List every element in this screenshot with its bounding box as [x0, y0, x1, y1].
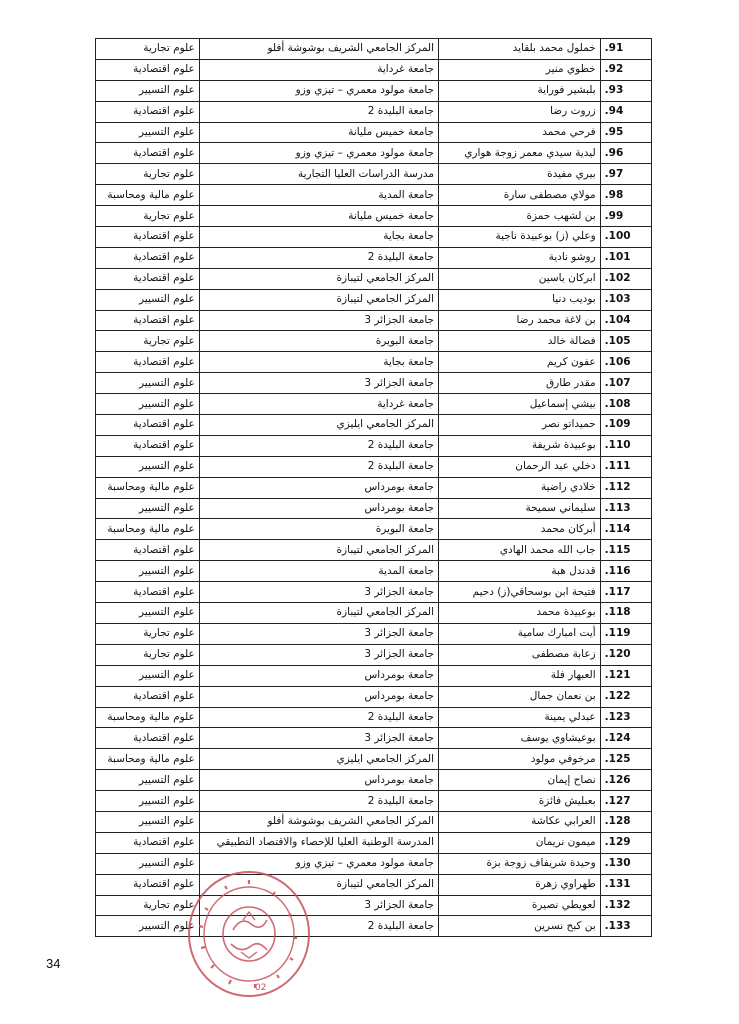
candidate-name: روشو نادية	[439, 247, 601, 268]
table-body	[96, 39, 652, 937]
field-of-study: علوم اقتصادية	[96, 728, 200, 749]
candidate-name: جاب الله محمد الهادي	[439, 540, 601, 561]
candidate-name: لعويطي نصيرة	[439, 895, 601, 916]
field-of-study: علوم تجارية	[96, 331, 200, 352]
candidate-name: مولاي مصطفى سارة	[439, 185, 601, 206]
row-number: .131	[600, 874, 651, 895]
candidate-name: نصاح إيمان	[439, 770, 601, 791]
table-row	[96, 582, 652, 603]
table-row	[96, 519, 652, 540]
institution-name: المدرسة الوطنية العليا للإحصاء والاقتصاد التطبيقي	[199, 832, 438, 853]
institution-name: جامعة خميس مليانة	[199, 122, 438, 143]
institution-name: المركز الجامعي ايليزي	[199, 415, 438, 436]
row-number: .114	[600, 519, 651, 540]
table-row	[96, 352, 652, 373]
table-row	[96, 540, 652, 561]
table-row	[96, 39, 652, 60]
row-number: .122	[600, 686, 651, 707]
field-of-study: علوم مالية ومحاسبة	[96, 749, 200, 770]
institution-name: جامعة البويرة	[199, 519, 438, 540]
table-row	[96, 227, 652, 248]
candidate-name: مرخوفي مولود	[439, 749, 601, 770]
table-row	[96, 59, 652, 80]
field-of-study: علوم اقتصادية	[96, 310, 200, 331]
row-number: .107	[600, 373, 651, 394]
row-number: .96	[600, 143, 651, 164]
table-row	[96, 498, 652, 519]
row-number: .124	[600, 728, 651, 749]
table-row	[96, 644, 652, 665]
institution-name: جامعة الجزائر 3	[199, 582, 438, 603]
table-row	[96, 206, 652, 227]
row-number: .127	[600, 791, 651, 812]
institution-name: جامعة الجزائر 3	[199, 373, 438, 394]
candidate-name: بوعيشاوي يوسف	[439, 728, 601, 749]
field-of-study: علوم مالية ومحاسبة	[96, 707, 200, 728]
field-of-study: علوم اقتصادية	[96, 59, 200, 80]
field-of-study: علوم مالية ومحاسبة	[96, 185, 200, 206]
institution-name: جامعة الجزائر 3	[199, 895, 438, 916]
institution-name: جامعة الجزائر 3	[199, 623, 438, 644]
field-of-study: علوم تجارية	[96, 164, 200, 185]
row-number: .91	[600, 39, 651, 60]
table-row	[96, 895, 652, 916]
table-row	[96, 80, 652, 101]
field-of-study: علوم التسيير	[96, 456, 200, 477]
row-number: .99	[600, 206, 651, 227]
field-of-study: علوم التسيير	[96, 498, 200, 519]
row-number: .119	[600, 623, 651, 644]
institution-name: المركز الجامعي لتيبازة	[199, 874, 438, 895]
field-of-study: علوم اقتصادية	[96, 874, 200, 895]
table-row	[96, 749, 652, 770]
field-of-study: علوم اقتصادية	[96, 832, 200, 853]
table-row	[96, 791, 652, 812]
row-number: .125	[600, 749, 651, 770]
candidate-name: بوديب دنيا	[439, 289, 601, 310]
row-number: .101	[600, 247, 651, 268]
candidate-name: حميداتو نصر	[439, 415, 601, 436]
candidate-name: زروت رضا	[439, 101, 601, 122]
field-of-study: علوم اقتصادية	[96, 268, 200, 289]
row-number: .100	[600, 227, 651, 248]
candidate-name: بلبشير فوراية	[439, 80, 601, 101]
institution-name: جامعة البليدة 2	[199, 707, 438, 728]
institution-name: المركز الجامعي لتيبازة	[199, 268, 438, 289]
candidate-name: بيشي إسماعيل	[439, 394, 601, 415]
candidate-name: طهراوي زهرة	[439, 874, 601, 895]
field-of-study: علوم التسيير	[96, 811, 200, 832]
table-row	[96, 623, 652, 644]
candidate-name: خطوي منير	[439, 59, 601, 80]
row-number: .94	[600, 101, 651, 122]
candidate-name: عبدلي يمينة	[439, 707, 601, 728]
institution-name: المركز الجامعي ايليزي	[199, 749, 438, 770]
page-number: 34	[46, 956, 61, 971]
institution-name: جامعة البليدة 2	[199, 247, 438, 268]
field-of-study: علوم التسيير	[96, 665, 200, 686]
candidate-name: أيت امبارك سامية	[439, 623, 601, 644]
institution-name: المركز الجامعي لتيبازة	[199, 603, 438, 624]
institution-name: جامعة المدية	[199, 185, 438, 206]
candidate-name: وعلي (ز) بوعبيدة ناجية	[439, 227, 601, 248]
institution-name: جامعة بومرداس	[199, 770, 438, 791]
row-number: .117	[600, 582, 651, 603]
row-number: .121	[600, 665, 651, 686]
table-row	[96, 331, 652, 352]
institution-name: المركز الجامعي الشريف بوشوشة أفلو	[199, 39, 438, 60]
field-of-study: علوم اقتصادية	[96, 101, 200, 122]
field-of-study: علوم اقتصادية	[96, 686, 200, 707]
table-row	[96, 853, 652, 874]
row-number: .111	[600, 456, 651, 477]
table-row	[96, 686, 652, 707]
field-of-study: علوم تجارية	[96, 644, 200, 665]
row-number: .132	[600, 895, 651, 916]
institution-name: جامعة الجزائر 3	[199, 310, 438, 331]
candidate-name: عفون كريم	[439, 352, 601, 373]
institution-name: جامعة بجاية	[199, 227, 438, 248]
candidate-name: زعابة مصطفى	[439, 644, 601, 665]
row-number: .103	[600, 289, 651, 310]
candidate-name: ليدية سيدي معمر زوجة هواري	[439, 143, 601, 164]
row-number: .118	[600, 603, 651, 624]
table-row	[96, 101, 652, 122]
candidate-name: بيري مفيدة	[439, 164, 601, 185]
candidate-name: فضالة خالد	[439, 331, 601, 352]
field-of-study: علوم التسيير	[96, 80, 200, 101]
institution-name: جامعة غرداية	[199, 59, 438, 80]
table-row	[96, 874, 652, 895]
field-of-study: علوم التسيير	[96, 289, 200, 310]
table-row	[96, 310, 652, 331]
institution-name: جامعة غرداية	[199, 394, 438, 415]
institution-name: جامعة الجزائر 3	[199, 644, 438, 665]
candidate-name: فتيحة ابن بوسحاقي(ز) دحيم	[439, 582, 601, 603]
candidate-name: ميمون نريمان	[439, 832, 601, 853]
table-row	[96, 477, 652, 498]
candidate-name: بوعبيدة شريفة	[439, 435, 601, 456]
table-row	[96, 832, 652, 853]
row-number: .108	[600, 394, 651, 415]
table-row	[96, 916, 652, 937]
candidate-name: سليماني سميحة	[439, 498, 601, 519]
institution-name: جامعة البليدة 2	[199, 435, 438, 456]
table-row	[96, 394, 652, 415]
table-row	[96, 185, 652, 206]
institution-name: المركز الجامعي الشريف بوشوشة أفلو	[199, 811, 438, 832]
candidate-name: مقدر طارق	[439, 373, 601, 394]
candidate-name: قدندل هبة	[439, 561, 601, 582]
candidate-name: وحيدة شريفاف زوجة بزة	[439, 853, 601, 874]
institution-name: جامعة خميس مليانة	[199, 206, 438, 227]
row-number: .130	[600, 853, 651, 874]
row-number: .106	[600, 352, 651, 373]
field-of-study: علوم اقتصادية	[96, 143, 200, 164]
field-of-study: علوم التسيير	[96, 394, 200, 415]
institution-name: جامعة الجزائر 3	[199, 728, 438, 749]
row-number: .128	[600, 811, 651, 832]
table-row	[96, 456, 652, 477]
field-of-study: علوم اقتصادية	[96, 582, 200, 603]
seal-code: 02	[255, 983, 267, 993]
row-number: .126	[600, 770, 651, 791]
field-of-study: علوم التسيير	[96, 791, 200, 812]
row-number: .129	[600, 832, 651, 853]
field-of-study: علوم مالية ومحاسبة	[96, 477, 200, 498]
field-of-study: علوم تجارية	[96, 623, 200, 644]
row-number: .112	[600, 477, 651, 498]
field-of-study: علوم اقتصادية	[96, 247, 200, 268]
table-row	[96, 770, 652, 791]
field-of-study: علوم التسيير	[96, 770, 200, 791]
candidate-name: العبهار فلة	[439, 665, 601, 686]
table-row	[96, 268, 652, 289]
field-of-study: علوم اقتصادية	[96, 352, 200, 373]
institution-name: جامعة مولود معمري – تيزي وزو	[199, 143, 438, 164]
institution-name: المركز الجامعي لتيبازة	[199, 289, 438, 310]
row-number: .93	[600, 80, 651, 101]
institution-name: جامعة البليدة 2	[199, 791, 438, 812]
table-row	[96, 164, 652, 185]
field-of-study: علوم اقتصادية	[96, 227, 200, 248]
field-of-study: علوم اقتصادية	[96, 415, 200, 436]
row-number: .102	[600, 268, 651, 289]
candidate-name: بن كبح نسرين	[439, 916, 601, 937]
institution-name: جامعة بومرداس	[199, 686, 438, 707]
row-number: .133	[600, 916, 651, 937]
candidate-name: بن لشهب حمزة	[439, 206, 601, 227]
candidate-name: بن لاغة محمد رضا	[439, 310, 601, 331]
table-row	[96, 415, 652, 436]
institution-name: جامعة بومرداس	[199, 498, 438, 519]
candidate-name: بعبليش فائزة	[439, 791, 601, 812]
row-number: .95	[600, 122, 651, 143]
institution-name: المركز الجامعي لتيبازة	[199, 540, 438, 561]
field-of-study: علوم تجارية	[96, 39, 200, 60]
row-number: .120	[600, 644, 651, 665]
field-of-study: علوم اقتصادية	[96, 435, 200, 456]
candidate-name: فرحي محمد	[439, 122, 601, 143]
candidate-name: العرابي عكاشة	[439, 811, 601, 832]
field-of-study: علوم مالية ومحاسبة	[96, 519, 200, 540]
field-of-study: علوم التسيير	[96, 603, 200, 624]
table-row	[96, 247, 652, 268]
row-number: .115	[600, 540, 651, 561]
institution-name: جامعة مولود معمري – تيزي وزو	[199, 80, 438, 101]
candidate-name: خملول محمد بلقايد	[439, 39, 601, 60]
institution-name: جامعة بجاية	[199, 352, 438, 373]
table-row	[96, 143, 652, 164]
table-row	[96, 122, 652, 143]
table-row	[96, 728, 652, 749]
institution-name: جامعة البليدة 2	[199, 456, 438, 477]
institution-name: جامعة مولود معمري – تيزي وزو	[199, 853, 438, 874]
candidate-name: بن نعمان جمال	[439, 686, 601, 707]
field-of-study: علوم التسيير	[96, 373, 200, 394]
field-of-study: علوم التسيير	[96, 122, 200, 143]
row-number: .123	[600, 707, 651, 728]
official-seal-icon	[185, 868, 313, 1000]
table-row	[96, 289, 652, 310]
row-number: .110	[600, 435, 651, 456]
institution-name: جامعة البويرة	[199, 331, 438, 352]
table-row	[96, 665, 652, 686]
candidate-name: ابركان ياسين	[439, 268, 601, 289]
row-number: .116	[600, 561, 651, 582]
table-row	[96, 373, 652, 394]
field-of-study: علوم تجارية	[96, 206, 200, 227]
field-of-study: علوم تجارية	[96, 895, 200, 916]
institution-name: مدرسة الدراسات العليا التجارية	[199, 164, 438, 185]
row-number: .104	[600, 310, 651, 331]
row-number: .92	[600, 59, 651, 80]
field-of-study: علوم التسيير	[96, 916, 200, 937]
candidate-name: دخلي عبد الرحمان	[439, 456, 601, 477]
row-number: .105	[600, 331, 651, 352]
table-row	[96, 811, 652, 832]
row-number: .109	[600, 415, 651, 436]
field-of-study: علوم اقتصادية	[96, 540, 200, 561]
field-of-study: علوم التسيير	[96, 561, 200, 582]
candidate-name: أبركان محمد	[439, 519, 601, 540]
row-number: .113	[600, 498, 651, 519]
table-row	[96, 435, 652, 456]
row-number: .97	[600, 164, 651, 185]
institution-name: جامعة البليدة 2	[199, 101, 438, 122]
table-row	[96, 707, 652, 728]
candidate-name: خلادي راضية	[439, 477, 601, 498]
candidate-name: بوعبيدة محمد	[439, 603, 601, 624]
table-row	[96, 603, 652, 624]
institution-name: جامعة البليدة 2	[199, 916, 438, 937]
row-number: .98	[600, 185, 651, 206]
institution-name: جامعة المدية	[199, 561, 438, 582]
candidates-table	[95, 38, 652, 937]
institution-name: جامعة بومرداس	[199, 665, 438, 686]
institution-name: جامعة بومرداس	[199, 477, 438, 498]
table-row	[96, 561, 652, 582]
field-of-study: علوم التسيير	[96, 853, 200, 874]
